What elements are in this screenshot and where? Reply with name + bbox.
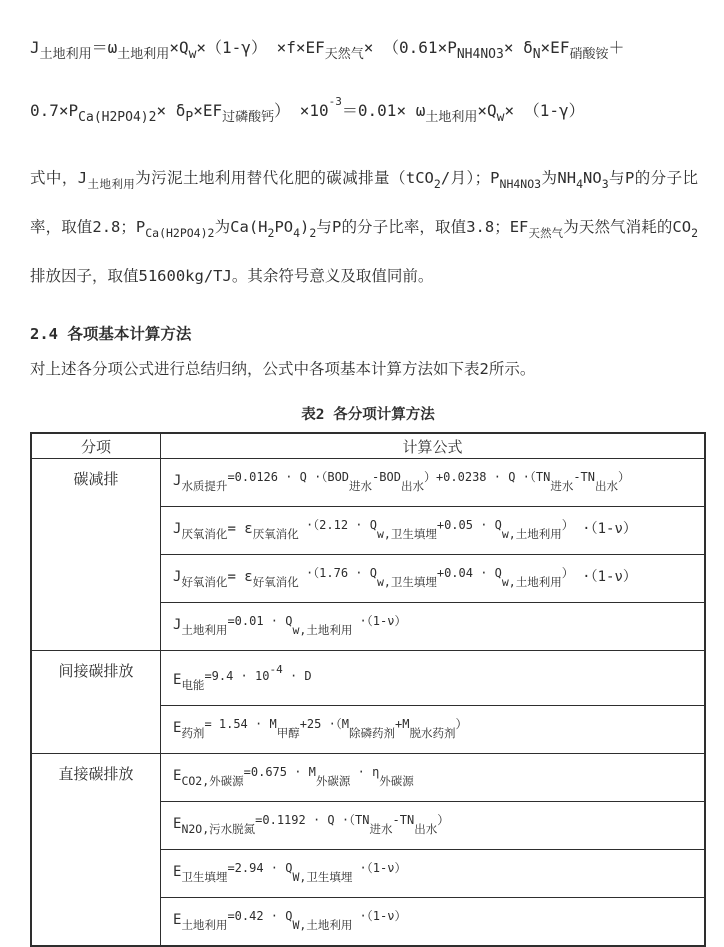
formula-segment: 为天然气消耗的CO	[563, 218, 692, 236]
formula-segment: 土地利用	[39, 47, 92, 62]
formula-segment: E	[173, 768, 182, 784]
formula-segment: ）	[561, 566, 574, 580]
formula-cell	[161, 754, 706, 802]
formula-segment: +25 ·（M	[299, 717, 350, 731]
formula-cell	[161, 898, 706, 947]
formula-segment: ×（1-γ） ×f×EF	[196, 38, 325, 57]
formula-segment: 进水	[369, 822, 393, 836]
formula-segment: ·（1-ν）	[573, 521, 637, 537]
formula-segment: =0.01 · Q	[227, 614, 293, 628]
formula-segment: ）	[618, 470, 631, 484]
formula-segment: 0.7×P	[30, 101, 79, 120]
formula-segment: =2.94 · Q	[227, 861, 293, 875]
formula-segment: NH4NO3	[499, 177, 542, 191]
formula-segment: 卫生填埋	[181, 870, 228, 884]
formula-segment: w	[496, 110, 505, 125]
formula-cell	[161, 651, 706, 706]
formula-segment: J	[30, 38, 40, 57]
formula-segment: 甲醇	[276, 726, 300, 740]
formula-segment: 为NH	[541, 169, 577, 187]
formula-segment: ·（1-ν）	[352, 909, 407, 923]
formula-segment: 外碳源	[379, 774, 414, 788]
formula-segment: 土地利用	[87, 177, 136, 191]
formula-cell	[161, 850, 706, 898]
formula-segment: 土地利用	[425, 110, 478, 125]
formula-segment: +0.05 · Q	[436, 518, 502, 532]
formula-segment: CO2,外碳源	[181, 774, 244, 788]
formula-segment: +0.04 · Q	[436, 566, 502, 580]
formula-segment: ） ×10	[274, 101, 329, 120]
formula-segment: 出水	[414, 822, 438, 836]
formula-segment: 与P的分子比率，取值3.8；EF	[316, 218, 529, 236]
table-title: 表2 各分项计算方法	[301, 407, 435, 423]
formula-segment: =0.675 · M	[243, 765, 316, 779]
formula-cell	[161, 802, 706, 850]
formula-segment: =0.0126 · Q ·（BOD	[227, 470, 350, 484]
top-formula-line	[30, 24, 698, 78]
formula-segment: 2	[267, 226, 275, 240]
table-row	[31, 459, 705, 507]
top-formula-line	[30, 78, 698, 141]
formula-segment: = ε	[227, 521, 253, 537]
formula-segment: 4	[576, 177, 584, 191]
formula-segment: · η	[350, 765, 380, 779]
formula-segment: 为Ca(H	[214, 218, 268, 236]
table-row	[31, 651, 705, 706]
formula-segment: 硝酸铵	[569, 47, 609, 62]
formula-segment: ）	[455, 717, 468, 731]
formula-segment: J	[173, 521, 182, 537]
column-header-item: 分项	[31, 433, 161, 459]
formula-segment: N	[532, 47, 541, 62]
formula-segment: -TN	[392, 813, 415, 827]
formula-segment: NO	[583, 169, 602, 187]
calc-table	[30, 432, 706, 947]
formula-segment: E	[173, 912, 182, 928]
formula-segment: -3	[328, 95, 342, 108]
formula-segment: ）	[561, 518, 574, 532]
formula-segment: 好氧消化	[181, 575, 228, 589]
calc-table-body	[31, 459, 705, 947]
formula-segment: E	[173, 864, 182, 880]
formula-segment: W,土地利用	[292, 918, 353, 932]
formula-segment: · D	[282, 669, 312, 683]
formula-segment: Ca(H2PO4)2	[145, 226, 215, 240]
formula-segment: ×Q	[477, 101, 497, 120]
formula-segment: 电能	[181, 678, 205, 692]
formula-segment: 与P的分子比率，取值2.8；P	[30, 169, 698, 236]
formula-segment: × （0.61×P	[363, 38, 457, 57]
formula-segment: 排放因子，取值51600kg/TJ。其余符号意义及取值同前。	[30, 267, 434, 285]
formula-segment: =0.42 · Q	[227, 909, 293, 923]
formula-segment: 土地利用	[117, 47, 170, 62]
formula-segment: 脱水药剂	[409, 726, 456, 740]
formula-segment: 除磷药剂	[349, 726, 396, 740]
formula-segment: = ε	[227, 569, 253, 585]
formula-segment: J	[173, 569, 182, 585]
formula-segment: 厌氧消化	[252, 527, 299, 541]
formula-segment: 式中，J	[30, 169, 88, 187]
formula-segment: =0.1192 · Q ·（TN	[255, 813, 370, 827]
formula-segment: w,土地利用	[292, 623, 353, 637]
section-heading: 2.4 各项基本计算方法	[30, 325, 192, 343]
formula-segment: w,卫生填埋	[376, 527, 437, 541]
formula-segment: 厌氧消化	[181, 527, 228, 541]
formula-segment: 外碳源	[315, 774, 351, 788]
category-cell: 直接碳排放	[31, 754, 161, 947]
formula-segment: 好氧消化	[252, 575, 299, 589]
formula-segment: = 1.54 · M	[204, 717, 277, 731]
formula-segment: ·（2.12 · Q	[298, 518, 377, 532]
formula-segment: ×EF	[193, 101, 223, 120]
formula-cell	[161, 555, 706, 603]
formula-segment: ）	[437, 813, 450, 827]
formula-segment: 进水	[550, 479, 574, 493]
formula-segment: 出水	[400, 479, 424, 493]
formula-segment: × δ	[503, 38, 533, 57]
formula-segment: E	[173, 672, 182, 688]
formula-segment: +M	[395, 717, 410, 731]
header-row	[31, 433, 705, 459]
formula-segment: 水质提升	[181, 479, 228, 493]
formula-segment: 土地利用	[181, 918, 228, 932]
formula-segment: -BOD	[372, 470, 401, 484]
formula-segment: PO	[274, 218, 294, 236]
formula-segment: J	[173, 617, 182, 633]
formula-cell	[161, 706, 706, 754]
formula-segment: =9.4 · 10	[204, 669, 270, 683]
formula-segment: w,土地利用	[501, 575, 562, 589]
formula-segment: ·（1-ν）	[352, 861, 407, 875]
formula-segment: Ca(H2PO4)2	[78, 110, 157, 125]
formula-cell	[161, 603, 706, 651]
formula-segment: w	[188, 47, 197, 62]
formula-segment: 4	[293, 226, 301, 240]
formula-segment: 进水	[349, 479, 373, 493]
formula-segment: × （1-γ）	[504, 101, 585, 120]
formula-segment: 药剂	[181, 726, 205, 740]
formula-cell	[161, 459, 706, 507]
formula-segment: 土地利用	[181, 623, 228, 637]
formula-segment: ·（1.76 · Q	[298, 566, 377, 580]
formula-cell	[161, 507, 706, 555]
formula-segment: 3	[601, 177, 609, 191]
formula-segment: /月）；P	[440, 169, 500, 187]
formula-segment: ·（1-ν）	[352, 614, 407, 628]
formula-segment: 2	[691, 226, 699, 240]
formula-segment: -4	[269, 663, 283, 676]
formula-segment: -TN	[573, 470, 596, 484]
formula-segment: × δ	[156, 101, 186, 120]
calc-table-head	[31, 433, 705, 459]
category-cell: 碳减排	[31, 459, 161, 651]
formula-segment: 为污泥土地利用替代化肥的碳减排量（tCO	[135, 169, 434, 187]
formula-segment: E	[173, 720, 182, 736]
formula-segment: ·（1-ν）	[573, 569, 637, 585]
formula-segment: ）+0.0238 · Q ·（TN	[423, 470, 551, 484]
section-paragraph: 对上述各分项公式进行总结归纳，公式中各项基本计算方法如下表2所示。	[30, 360, 536, 378]
formula-segment: ×Q	[169, 38, 189, 57]
formula-segment: J	[173, 473, 182, 489]
formula-segment: 过磷酸钙	[222, 110, 275, 125]
formula-segment: W,卫生填埋	[292, 870, 353, 884]
formula-segment: NH4NO3	[456, 47, 504, 62]
column-header-formula: 计算公式	[161, 433, 706, 459]
formula-segment: ＝ω	[91, 38, 118, 57]
formula-segment: P	[185, 110, 194, 125]
formula-segment: ×EF	[540, 38, 570, 57]
formula-segment: N2O,污水脱氮	[181, 822, 256, 836]
top-formula	[30, 24, 698, 141]
formula-segment: 2	[433, 177, 441, 191]
table-row	[31, 754, 705, 802]
category-cell: 间接碳排放	[31, 651, 161, 754]
formula-segment: ＋	[608, 38, 625, 57]
formula-segment: 天然气	[528, 226, 564, 240]
formula-segment: E	[173, 816, 182, 832]
formula-segment: w,卫生填埋	[376, 575, 437, 589]
formula-segment: 出水	[595, 479, 619, 493]
intro-paragraph	[30, 157, 698, 298]
formula-segment: 2	[309, 226, 317, 240]
formula-segment: w,土地利用	[501, 527, 562, 541]
formula-segment: )	[300, 218, 310, 236]
formula-segment: 天然气	[324, 47, 364, 62]
formula-segment: ＝0.01× ω	[341, 101, 426, 120]
